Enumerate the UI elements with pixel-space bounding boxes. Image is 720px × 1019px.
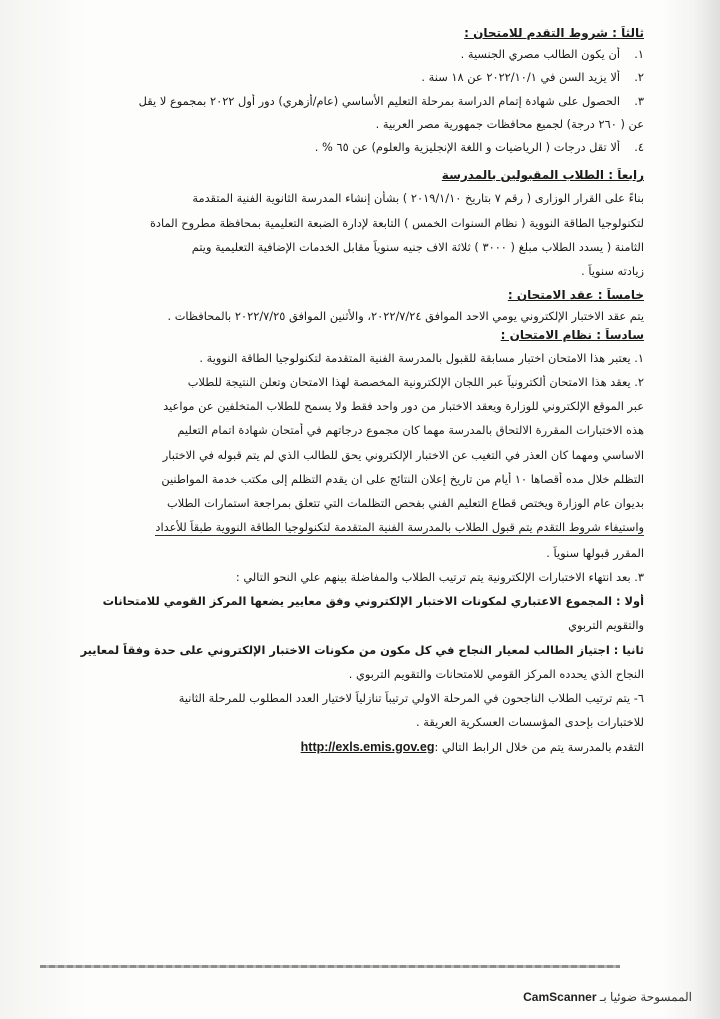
section-6-line-4: هذه الاختبارات المقررة الالتحاق بالمدرسة مهما كان مجموع درجاتهم في أمتحان شهادة اتمام التعليم bbox=[177, 423, 644, 438]
application-link[interactable]: http://exls.emis.gov.eg bbox=[300, 739, 435, 754]
page-edge-shadow bbox=[694, 0, 720, 1019]
section-4-title: رابعاً : الطلاب المقبولين بالمدرسة bbox=[441, 168, 644, 183]
section-3-item-2: ٢.ألا يزيد السن في ٢٠٢٢/١٠/١ عن ١٨ سنة . bbox=[421, 70, 644, 85]
section-4-line-1: بناءً على القرار الوزارى ( رقم ٧ بتاريخ ٢٠١٩/١/١٠ ) بشأن إنشاء المدرسة الثانوية الفنية المتقدمة bbox=[192, 191, 644, 206]
section-6-line-7: بديوان عام الوزارة ويختص قطاع التعليم الفني بفحص التظلمات التي تتعلق بمراجعة استمارات الطلاب bbox=[166, 496, 644, 510]
section-6-criterion-1: أولا : المجموع الاعتباري لمكونات الاختبار الإلكتروني وفق معايير يضعها المركز القومي للامتحانات bbox=[102, 594, 644, 608]
section-3-item-4: ٤.ألا تقل درجات ( الرياضيات و اللغة الإنجليزية والعلوم) عن ٦٥ % . bbox=[314, 140, 644, 154]
section-6-line-1: ١. يعتبر هذا الامتحان اختبار مسابقة للقبول بالمدرسة الفنية المتقدمة لتكنولوجيا الطاقة النووية . bbox=[199, 350, 644, 365]
section-6-line-8: واستيفاء شروط التقدم يتم قبول الطلاب بالمدرسة الفنية المتقدمة لتكنولوجيا الطاقة النووية طبقاً للأعداد bbox=[155, 520, 644, 535]
section-6-line-10: ٣. بعد انتهاء الاختبارات الإلكترونية يتم ترتيب الطلاب والمفاضلة بينهم علي النحو التالي : bbox=[235, 569, 644, 584]
section-3-item-3: ٣.الحصول على شهادة إتمام الدراسة بمرحلة التعليم الأساسي (عام/أزهري) دور أول ٢٠٢٢ بمجموع لا يقل bbox=[138, 93, 644, 108]
section-6-apply-line: التقدم بالمدرسة يتم من خلال الرابط التالي :http://exls.emis.gov.eg bbox=[300, 739, 644, 754]
section-3-item-1: ١.أن يكون الطالب مصري الجنسية . bbox=[460, 47, 644, 61]
camscanner-brand: CamScanner bbox=[523, 990, 597, 1004]
section-4-line-2: لتكنولوجيا الطاقة النووية ( نظام السنوات الخمس ) التابعة لإدارة الضبعة التعليمية بمحافظة مطروح المادة bbox=[149, 215, 644, 230]
section-4-line-4: زيادته سنوياً . bbox=[581, 264, 644, 278]
section-6-line-ranking-cont: للاختبارات بإحدى المؤسسات العسكرية العريقة . bbox=[416, 715, 644, 730]
section-4-line-3: الثامنة ( يسدد الطلاب مبلغ ( ٣٠٠٠ ) ثلاثة الاف جنيه سنوياً مقابل الخدمات الإضافية التعليمية ويتم bbox=[191, 239, 644, 254]
camscanner-prefix: الممسوحة ضوئيا بـ bbox=[599, 990, 692, 1004]
section-3-title: ثالثاً : شروط التقدم للامتحان : bbox=[464, 26, 644, 40]
scan-border-line bbox=[40, 965, 620, 968]
section-6-criterion-2: ثانيا : اجتياز الطالب لمعيار النجاح في كل مكون من مكونات الاختبار الإلكتروني على حدة وفقاً لمعايير bbox=[80, 642, 644, 657]
section-6-title: سادساً : نظام الامتحان : bbox=[500, 327, 644, 342]
section-6-line-2: ٢. يعقد هذا الامتحان ألكترونياً عبر اللجان الإلكترونية المخصصة لهذا الامتحان وتعلن النتيجة للطلاب bbox=[187, 374, 644, 389]
section-5-line-1: يتم عقد الاختبار الإلكتروني يومي الاحد الموافق ٢٠٢٢/٧/٢٤، والأثنين الموافق ٢٠٢٢/٧/٢٥ بالمحافظات . bbox=[167, 309, 644, 324]
document-body bbox=[52, 22, 644, 765]
camscanner-watermark bbox=[523, 990, 692, 1004]
section-6-line-5: الاساسي ومهما كان العذر في التغيب عن الاختبار الإلكتروني يحق للطالب الذي لم يتم قبوله في الاختبار bbox=[162, 447, 644, 462]
section-6-line-9: المقرر قبولها سنوياً . bbox=[546, 545, 644, 560]
section-3-item-3-cont: عن ( ٢٦٠ درجة) لجميع محافظات جمهورية مصر العربية . bbox=[375, 116, 644, 131]
section-5-title: خامساً : عقد الامتحان : bbox=[507, 288, 644, 303]
section-6-criterion-1-cont: والتقويم التربوي bbox=[568, 618, 644, 633]
section-6-line-ranking: ٦- يتم ترتيب الطلاب الناجحون في المرحلة الاولي ترتيباً تنازلياً لاختيار العدد المطلوب للمرحلة الثانية bbox=[178, 691, 644, 705]
section-6-criterion-2-cont: النجاح الذي يحدده المركز القومي للامتحانات والتقويم التربوي . bbox=[348, 666, 644, 681]
section-6-line-3: عبر الموقع الإلكتروني للوزارة ويعقد الاختبار من دور واحد فقط ولا يسمح للطلاب المتخلفين عن مواعيد bbox=[163, 399, 644, 413]
section-6-line-6: التظلم خلال مده أقصاها ١٠ أيام من تاريخ إعلان النتائج على ان يقدم التظلم إلى مكتب خدمة المواطنين bbox=[161, 471, 644, 486]
